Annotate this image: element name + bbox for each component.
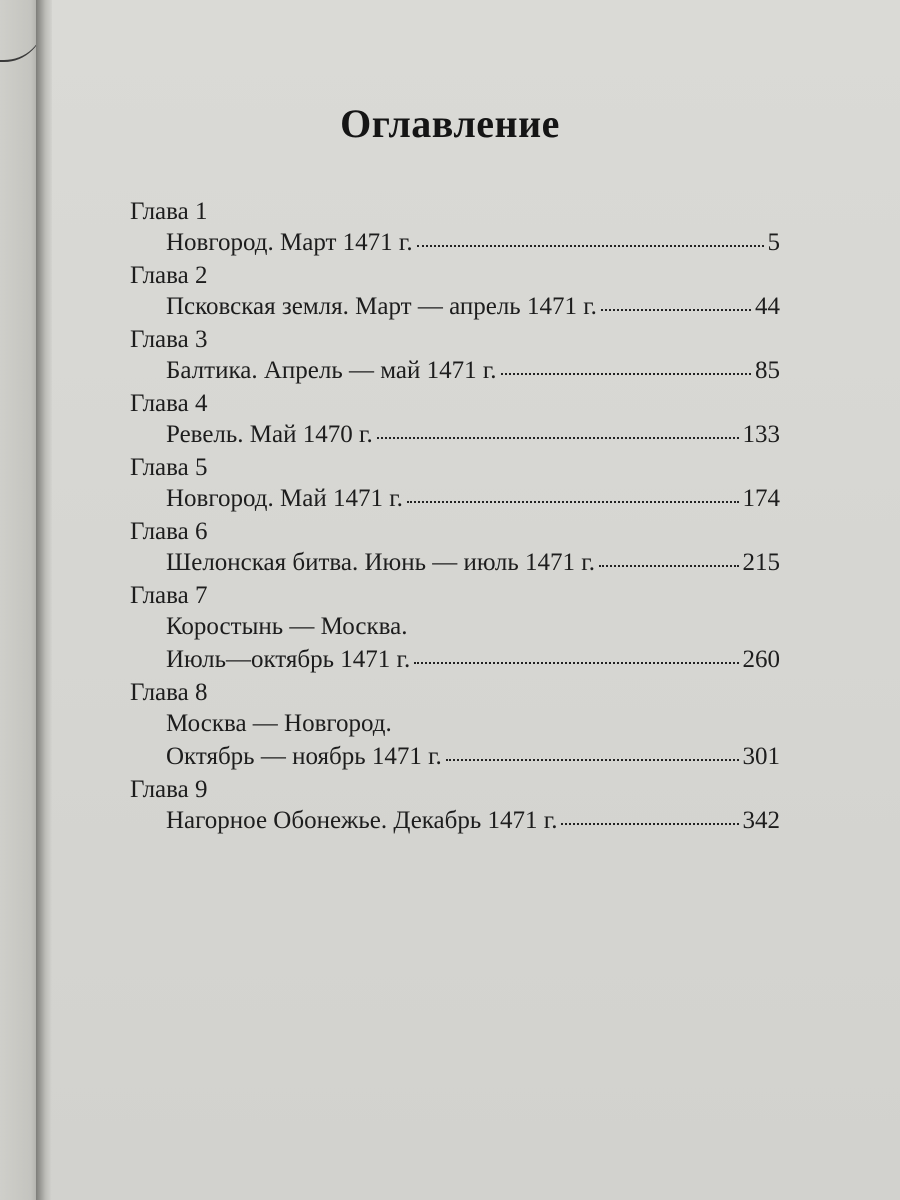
chapter-label: Глава 2 bbox=[130, 262, 208, 289]
toc-chapter-7 bbox=[130, 580, 780, 677]
page-title: Оглавление bbox=[340, 101, 560, 146]
chapter-title: Псковская земля. Март — апрель 1471 г. bbox=[166, 293, 597, 320]
chapter-title: Ревель. Май 1470 г. bbox=[166, 421, 373, 448]
chapter-title-line1: Коростынь — Москва. bbox=[166, 613, 408, 640]
toc-entry bbox=[130, 483, 780, 516]
page-number: 44 bbox=[755, 293, 780, 320]
chapter-title: Октябрь — ноябрь 1471 г. bbox=[166, 743, 442, 770]
toc-chapter-3 bbox=[130, 324, 780, 388]
toc-entry bbox=[130, 291, 780, 324]
page-number: 85 bbox=[755, 357, 780, 384]
toc-chapter-2 bbox=[130, 260, 780, 324]
toc-entry bbox=[130, 419, 780, 452]
toc-chapter-6 bbox=[130, 516, 780, 580]
chapter-title: Июль—октябрь 1471 г. bbox=[166, 646, 411, 673]
page-number: 260 bbox=[742, 646, 780, 673]
dot-leader bbox=[601, 305, 751, 311]
toc-entry bbox=[130, 227, 780, 260]
chapter-title: Новгород. Март 1471 г. bbox=[166, 229, 413, 256]
chapter-label: Глава 5 bbox=[130, 454, 208, 481]
book-gutter bbox=[36, 0, 52, 1200]
toc-entry bbox=[130, 741, 780, 774]
page-number: 5 bbox=[767, 229, 780, 256]
page-number: 301 bbox=[742, 743, 780, 770]
dot-leader bbox=[407, 497, 739, 503]
toc-chapter-8 bbox=[130, 677, 780, 774]
page-number: 174 bbox=[742, 485, 780, 512]
dot-leader bbox=[561, 819, 738, 825]
toc-entry bbox=[130, 355, 780, 388]
page-number: 133 bbox=[742, 421, 780, 448]
chapter-label: Глава 6 bbox=[130, 518, 208, 545]
toc-chapter-4 bbox=[130, 388, 780, 452]
toc-chapter-9 bbox=[130, 774, 780, 838]
toc-entry bbox=[130, 547, 780, 580]
dot-leader bbox=[501, 369, 751, 375]
chapter-label: Глава 9 bbox=[130, 776, 208, 803]
toc-entry bbox=[130, 805, 780, 838]
dot-leader bbox=[377, 433, 739, 439]
chapter-title: Балтика. Апрель — май 1471 г. bbox=[166, 357, 497, 384]
toc-chapter-5 bbox=[130, 452, 780, 516]
dot-leader bbox=[417, 241, 764, 247]
chapter-title-line1: Москва — Новгород. bbox=[166, 710, 392, 737]
chapter-label: Глава 1 bbox=[130, 198, 208, 225]
chapter-label: Глава 7 bbox=[130, 582, 208, 609]
dot-leader bbox=[599, 561, 739, 567]
chapter-title: Шелонская битва. Июнь — июль 1471 г. bbox=[166, 549, 595, 576]
toc-chapter-1 bbox=[130, 196, 780, 260]
chapter-label: Глава 3 bbox=[130, 326, 208, 353]
chapter-label: Глава 4 bbox=[130, 390, 208, 417]
page-number: 215 bbox=[742, 549, 780, 576]
dot-leader bbox=[414, 658, 738, 664]
dot-leader bbox=[446, 755, 739, 761]
chapter-label: Глава 8 bbox=[130, 679, 208, 706]
chapter-title: Нагорное Обонежье. Декабрь 1471 г. bbox=[166, 807, 558, 834]
page-number: 342 bbox=[742, 807, 780, 834]
toc-entry bbox=[130, 644, 780, 677]
table-of-contents bbox=[130, 196, 780, 838]
chapter-title: Новгород. Май 1471 г. bbox=[166, 485, 403, 512]
